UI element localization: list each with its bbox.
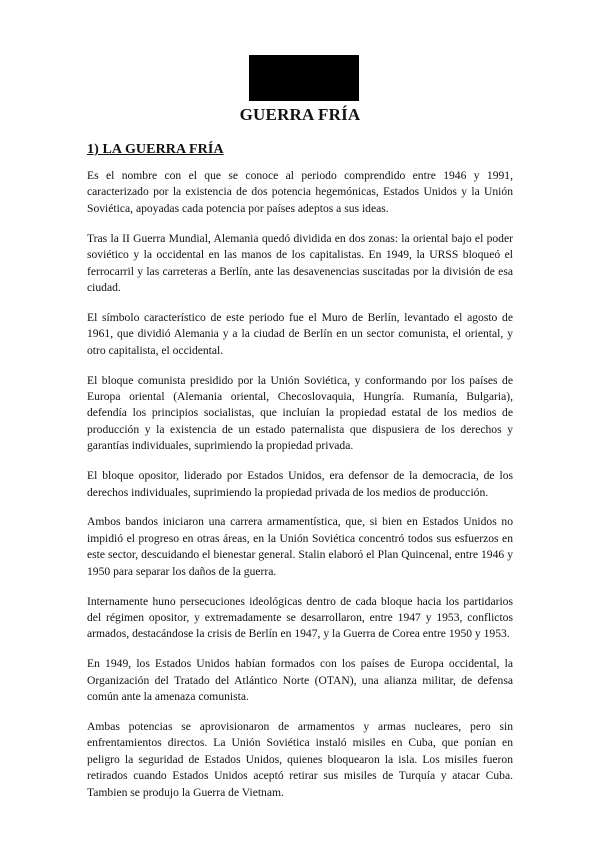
paragraph-3: El símbolo característico de este periodo fue el Muro de Berlín, levantado el agosto de 1961, que dividió Alemania y a la ciudad de Berlín en un sector comunista, el oriental, y otro capitalista, el occidental. xyxy=(87,310,513,357)
section-heading: 1) LA GUERRA FRÍA xyxy=(87,142,224,157)
paragraph-6: Ambos bandos iniciaron una carrera armamentística, que, si bien en Estados Unidos no impidió el progreso en otras áreas, en la Unión Soviética concentró todos sus esfuerzos en este sector, descuidando el bienestar general. Stalin elaboró el Plan Quincenal, entre 1946 y 1950 para separar los daños de la guerra. xyxy=(87,515,513,578)
paragraph-9: Ambas potencias se aprovisionaron de armamentos y armas nucleares, pero sin enfrentamientos directos. La Unión Soviética instaló misiles en Cuba, que ponían en peligro la seguridad de Estados Unidos, quienes bloquearon la isla. Los misiles fueron retirados cuando Estados Unidos aceptó retirar sus misiles de Turquía y atacar Cuba. Tambien se produjo la Guerra de Vietnam. xyxy=(87,719,513,799)
document-body xyxy=(87,168,513,815)
redacted-header-block xyxy=(249,55,359,101)
paragraph-4: El bloque comunista presidido por la Unión Soviética, y conformando por los países de Europa oriental (Alemania oriental, Checoslovaquia, Hungría. Rumanía, Bulgaria), defendía los principios socialistas, que incluían la propiedad estatal de los medios de producción y la existencia de un estado paternalista que dispusiera de los derechos y garantías individuales, suprimiendo la propiedad privada. xyxy=(87,373,513,453)
paragraph-7: Internamente huno persecuciones ideológicas dentro de cada bloque hacia los partidarios del régimen opositor, y extremadamente se desarrollaron, entre 1947 y 1953, conflictos armados, destacándose la crisis de Berlín en 1947, y la Guerra de Corea entre 1950 y 1953. xyxy=(87,594,513,641)
paragraph-2: Tras la II Guerra Mundial, Alemania quedó dividida en dos zonas: la oriental bajo el poder soviético y la occidental en las manos de los capitalistas. En 1949, la URSS bloqueó el ferrocarril y las carreteras a Berlín, ante las desavenencias suscitadas por la división de esa ciudad. xyxy=(87,231,513,294)
paragraph-1: Es el nombre con el que se conoce al periodo comprendido entre 1946 y 1991, caracterizado por la existencia de dos potencia hegemónicas, Estados Unidos y la Unión Soviética, apoyadas cada potencia por países adeptos a sus ideas. xyxy=(87,169,513,215)
paragraph-5: El bloque opositor, liderado por Estados Unidos, era defensor de la democracia, de los derechos individuales, suprimiendo la propiedad privada de los medios de producción. xyxy=(87,469,513,499)
paragraph-8: En 1949, los Estados Unidos habían formados con los países de Europa occidental, la Organización del Tratado del Atlántico Norte (OTAN), una alianza militar, de defensa común ante la amenaza comunista. xyxy=(87,657,513,704)
document-title: GUERRA FRÍA xyxy=(239,105,361,124)
